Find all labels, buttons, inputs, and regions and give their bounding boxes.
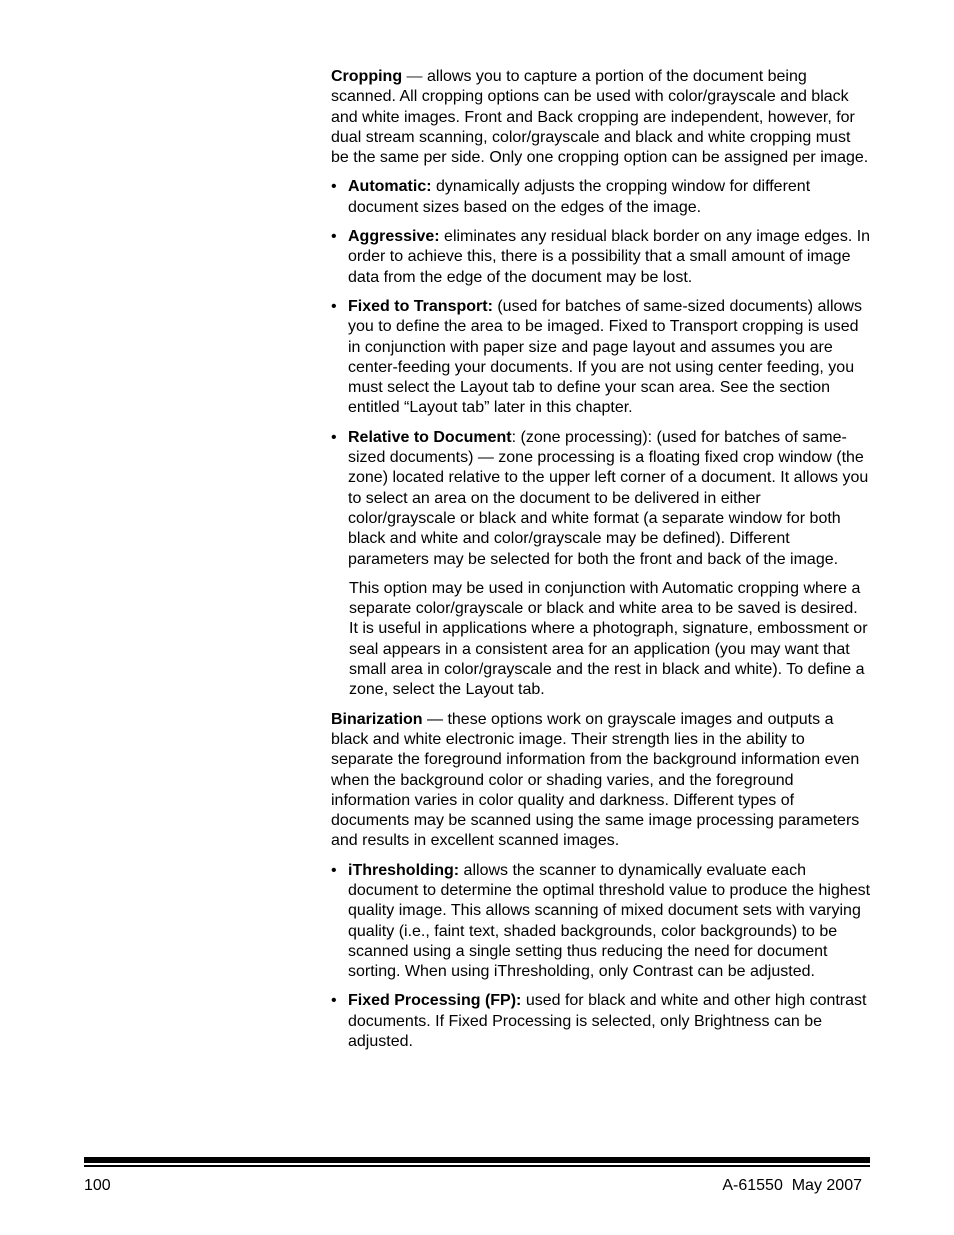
desc-relative-to-document: : (zone processing): (used for batches of same-sized documents) — zone processing is a floating fixed crop window (the zone) located relative to the upper left corner of a document. It allows you to select an area on the document to be delivered in either color/grayscale or black and white format (a separate window for both black and white and color/grayscale may be defined). Different parameters may be selected for both the front and back of the image. [348, 428, 869, 568]
binarization-heading: Binarization [331, 710, 423, 728]
term-automatic: Automatic: [348, 178, 432, 196]
desc-aggressive: eliminates any residual black border on any image edges. In order to achieve this, there is a possibility that a small amount of image data from the edge of the document may be lost. [348, 228, 871, 286]
desc-fixed-processing: used for black and white and other high contrast documents. If Fixed Processing is selected, only Brightness can be adjusted. [348, 992, 867, 1051]
footer-rule-thick [84, 1157, 870, 1163]
list-item-relative-to-document [331, 428, 871, 570]
binarization-intro: — these options work on grayscale images and outputs a black and white electronic image. Their strength lies in the ability to separate the foreground information from the background information even when the background color or shading varies, and the foreground information varies in color quality and darkness. Different types of documents may be scanned using the same image processing parameters and results in excellent scanned images. [331, 710, 860, 850]
document-id: A-61550 May 2007 [722, 1177, 862, 1194]
relative-to-document-note: This option may be used in conjunction with Automatic cropping where a separate color/grayscale or black and white area to be saved is desired. It is useful in applications where a photograph, signature, embossment or seal appears in a consistent area for an application (you may want that small area in color/grayscale and the rest in black and white). To define a zone, select the Layout tab. [349, 579, 868, 699]
footer-rule-thin [84, 1165, 870, 1167]
list-item-fixed-to-transport [331, 297, 871, 419]
main-content [331, 67, 871, 1061]
list-item-aggressive [331, 227, 871, 288]
term-aggressive: Aggressive: [348, 228, 440, 246]
cropping-dash: — [402, 68, 427, 85]
bullet-icon: • [331, 297, 337, 315]
term-fixed-processing: Fixed Processing (FP): [348, 992, 522, 1010]
bullet-icon: • [331, 228, 337, 246]
desc-automatic: dynamically adjusts the cropping window for different document sizes based on the edges of the image. [348, 178, 811, 216]
bullet-icon: • [331, 428, 337, 446]
bullet-icon: • [331, 861, 337, 879]
binarization-paragraph [331, 710, 871, 852]
page-number: 100 [84, 1177, 111, 1194]
list-item-automatic [331, 177, 871, 218]
list-item-ithresholding [331, 861, 871, 983]
term-ithresholding: iThresholding: [348, 861, 460, 879]
desc-fixed-to-transport: (used for batches of same-sized documents) allows you to define the area to be imaged. Fixed to Transport cropping is used in conjunction with paper size and page layout and assumes you are center-feeding your documents. If you are not using center feeding, you must select the Layout tab to define your scan area. See the section entitled “Layout tab” later in this chapter. [348, 297, 862, 417]
bullet-icon: • [331, 178, 337, 196]
cropping-paragraph [331, 67, 871, 168]
list-item-fixed-processing [331, 991, 871, 1052]
cropping-intro: allows you to capture a portion of the document being scanned. All cropping options can be used with color/grayscale and black and white images. Front and Back cropping are independent, however, for dual stream scanning, color/grayscale and black and white cropping must be the same per side. Only one cropping option can be assigned per image. [331, 68, 869, 167]
bullet-icon: • [331, 992, 337, 1010]
desc-ithresholding: allows the scanner to dynamically evaluate each document to determine the optimal threshold value to produce the highest quality image. This allows scanning of mixed document sets with varying quality (i.e., faint text, shaded backgrounds, color backgrounds) to be scanned using a single setting thus reducing the need for document sorting. When using iThresholding, only Contrast can be adjusted. [348, 861, 871, 981]
cropping-heading: Cropping [331, 68, 403, 85]
term-relative-to-document: Relative to Document [348, 428, 512, 446]
term-fixed-to-transport: Fixed to Transport: [348, 297, 493, 315]
